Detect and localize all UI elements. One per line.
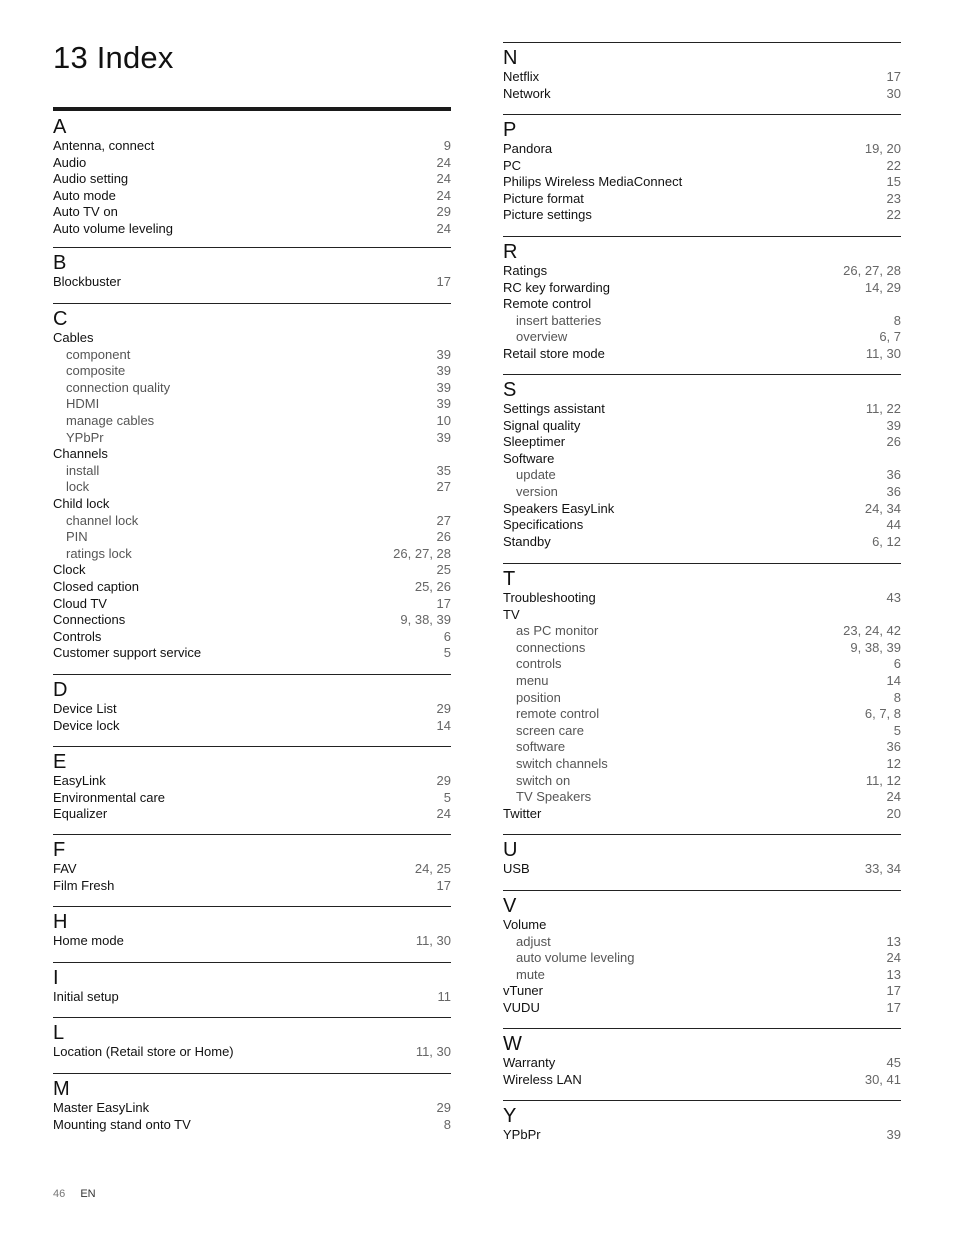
index-entry (53, 806, 451, 823)
entry-term: FAV (53, 861, 77, 876)
index-entry (53, 274, 451, 291)
index-entry (503, 418, 901, 435)
entry-term: Mounting stand onto TV (53, 1116, 191, 1132)
index-entry (503, 1000, 901, 1017)
index-section-f (53, 834, 451, 894)
entry-pages: 11, 12 (865, 772, 901, 788)
entry-term: switch channels (516, 755, 608, 771)
index-entry (53, 496, 451, 513)
index-entry (503, 158, 901, 175)
index-entry (503, 917, 901, 934)
index-entry (503, 983, 901, 1000)
entry-pages: 27 (436, 479, 451, 495)
section-letter: L (53, 1022, 65, 1044)
entry-pages: 8 (893, 689, 901, 705)
index-section-a (53, 112, 451, 238)
index-subentry (53, 546, 451, 563)
entry-term: composite (66, 363, 126, 379)
entry-term: Speakers EasyLink (503, 500, 615, 516)
section-letter: P (503, 119, 517, 141)
entry-pages: 5 (893, 722, 901, 738)
entry-pages: 12 (886, 755, 901, 771)
entry-term: Master EasyLink (53, 1100, 150, 1115)
index-entry (53, 1100, 451, 1117)
entry-pages: 26 (436, 529, 451, 545)
section-letter: B (53, 252, 67, 274)
entry-term: EasyLink (53, 773, 106, 788)
index-entry (503, 191, 901, 208)
index-entry (53, 718, 451, 735)
entry-pages: 17 (886, 983, 901, 999)
index-section-e (53, 746, 451, 823)
entry-term: Signal quality (503, 417, 581, 433)
entry-pages: 17 (436, 877, 451, 893)
index-section-m (53, 1073, 451, 1133)
index-subentry (53, 396, 451, 413)
entry-term: Controls (53, 628, 102, 644)
section-letter: V (503, 895, 517, 917)
entry-term: Antenna, connect (53, 138, 155, 153)
index-subentry (503, 756, 901, 773)
index-entry (53, 446, 451, 463)
entry-pages: 25 (436, 562, 451, 578)
entry-pages: 6 (893, 656, 901, 672)
entry-term: remote control (516, 706, 600, 722)
index-entry (53, 773, 451, 790)
entry-term: Auto mode (53, 187, 116, 203)
entry-pages: 5 (443, 645, 451, 661)
index-entry (503, 280, 901, 297)
index-entry (53, 701, 451, 718)
entry-pages: 39 (436, 429, 451, 445)
index-entry (53, 155, 451, 172)
index-subentry (53, 380, 451, 397)
index-entry (503, 1127, 901, 1144)
entry-pages: 22 (886, 157, 901, 173)
entry-pages: 13 (886, 933, 901, 949)
entry-term: Netflix (503, 69, 540, 84)
index-entry (53, 579, 451, 596)
entry-pages: 10 (436, 412, 451, 428)
language-code: EN (80, 1188, 96, 1200)
entry-pages: 30 (886, 85, 901, 101)
index-subentry (53, 363, 451, 380)
entry-term: switch on (516, 772, 571, 788)
entry-term: Cables (53, 330, 94, 345)
entry-pages: 6, 12 (872, 533, 901, 549)
entry-term: TV Speakers (516, 789, 592, 805)
entry-term: Pandora (503, 141, 553, 156)
index-section-y (503, 1100, 901, 1144)
entry-pages: 13 (886, 966, 901, 982)
entry-term: Cloud TV (53, 595, 107, 611)
section-letter: A (53, 116, 67, 138)
index-subentry (53, 413, 451, 430)
index-entry (503, 806, 901, 823)
index-subentry (503, 656, 901, 673)
index-subentry (53, 479, 451, 496)
index-entry (53, 171, 451, 188)
section-letter: N (503, 47, 518, 69)
entry-pages: 14 (886, 672, 901, 688)
entry-pages: 29 (436, 1100, 451, 1115)
entry-pages: 11, 30 (415, 933, 451, 948)
entry-term: insert batteries (516, 312, 602, 328)
entry-term: Retail store mode (503, 345, 605, 361)
entry-pages: 5 (443, 789, 451, 805)
entry-term: PC (503, 157, 522, 173)
entry-pages: 8 (443, 1116, 451, 1132)
entry-pages: 24 (436, 171, 451, 187)
entry-term: Device lock (53, 717, 120, 733)
entry-term: channel lock (66, 512, 139, 528)
entry-term: YPbPr (66, 429, 104, 445)
entry-term: Film Fresh (53, 877, 115, 893)
entry-pages: 44 (886, 517, 901, 533)
entry-term: Connections (53, 612, 126, 628)
entry-term: Clock (53, 562, 86, 578)
index-entry (53, 645, 451, 662)
section-letter: R (503, 241, 518, 263)
entry-term: Twitter (503, 805, 542, 821)
index-entry (503, 517, 901, 534)
entry-pages: 39 (436, 363, 451, 379)
index-entry (53, 138, 451, 155)
index-entry (503, 434, 901, 451)
entry-term: Device List (53, 701, 117, 716)
index-entry (53, 596, 451, 613)
index-section-u (503, 834, 901, 878)
entry-pages: 24 (436, 220, 451, 236)
index-section-c (53, 303, 451, 662)
entry-pages: 36 (886, 739, 901, 755)
entry-term: Picture format (503, 190, 584, 206)
entry-term: as PC monitor (516, 623, 599, 639)
entry-term: TV (503, 606, 520, 622)
entry-pages: 11, 30 (415, 1044, 451, 1059)
page-number: 46 (53, 1188, 66, 1200)
entry-term: Troubleshooting (503, 590, 596, 605)
entry-term: PIN (66, 529, 88, 545)
index-section-t (503, 563, 901, 822)
section-letter: M (53, 1078, 70, 1100)
entry-pages: 26, 27, 28 (393, 545, 451, 561)
index-subentry (503, 484, 901, 501)
entry-term: Initial setup (53, 989, 119, 1004)
entry-pages: 14 (436, 717, 451, 733)
entry-pages: 6, 7 (879, 329, 901, 345)
index-entry (503, 86, 901, 103)
entry-pages: 14, 29 (864, 279, 901, 295)
entry-pages: 17 (436, 274, 451, 289)
entry-term: Audio setting (53, 171, 129, 187)
index-subentry (503, 623, 901, 640)
index-entry (53, 612, 451, 629)
section-letter: F (53, 839, 66, 861)
entry-pages: 24 (436, 154, 451, 170)
entry-term: lock (66, 479, 90, 495)
entry-pages: 23 (886, 190, 901, 206)
index-entry (53, 221, 451, 238)
entry-term: USB (503, 861, 530, 876)
entry-pages: 23, 24, 42 (843, 623, 901, 639)
entry-pages: 39 (436, 379, 451, 395)
index-entry (503, 1072, 901, 1089)
entry-term: Picture settings (503, 207, 592, 223)
entry-term: Ratings (503, 263, 548, 278)
entry-pages: 39 (886, 1127, 901, 1142)
index-subentry (503, 934, 901, 951)
section-letter: H (53, 911, 68, 933)
entry-term: Closed caption (53, 578, 139, 594)
section-letter: I (53, 967, 59, 989)
entry-pages: 24, 34 (864, 500, 901, 516)
entry-term: Philips Wireless MediaConnect (503, 174, 683, 190)
entry-pages: 24 (436, 806, 451, 822)
entry-pages: 24 (886, 789, 901, 805)
entry-term: Wireless LAN (503, 1071, 582, 1087)
entry-pages: 9, 38, 39 (400, 612, 451, 628)
index-entry (503, 534, 901, 551)
page-footer (53, 1188, 96, 1200)
index-subentry (503, 739, 901, 756)
entry-term: Channels (53, 446, 108, 462)
entry-pages: 11 (437, 989, 451, 1004)
entry-pages: 36 (886, 467, 901, 483)
entry-term: ratings lock (66, 545, 132, 561)
index-section-l (53, 1017, 451, 1061)
index-entry (503, 501, 901, 518)
index-subentry (503, 690, 901, 707)
entry-term: position (516, 689, 561, 705)
entry-term: Home mode (53, 933, 124, 948)
entry-pages: 17 (886, 69, 901, 84)
section-letter: E (53, 751, 67, 773)
index-entry (503, 69, 901, 86)
entry-term: Standby (503, 533, 551, 549)
entry-term: install (66, 462, 100, 478)
entry-pages: 30, 41 (864, 1071, 901, 1087)
index-subentry (53, 529, 451, 546)
entry-term: HDMI (66, 396, 100, 412)
index-subentry (503, 950, 901, 967)
index-entry (53, 1117, 451, 1134)
entry-pages: 25, 26 (414, 578, 451, 594)
entry-term: update (516, 467, 556, 483)
index-subentry (53, 463, 451, 480)
section-letter: T (503, 568, 516, 590)
entry-term: auto volume leveling (516, 950, 635, 966)
index-subentry (503, 467, 901, 484)
entry-pages: 27 (436, 512, 451, 528)
title-rule (53, 107, 451, 111)
index-subentry (503, 673, 901, 690)
section-letter: W (503, 1033, 522, 1055)
index-entry (503, 401, 901, 418)
entry-term: Environmental care (53, 789, 165, 805)
entry-term: Settings assistant (503, 401, 605, 416)
index-entry (503, 451, 901, 468)
entry-term: overview (516, 329, 568, 345)
entry-term: RC key forwarding (503, 279, 610, 295)
entry-term: Audio (53, 154, 87, 170)
index-section-v (503, 890, 901, 1017)
entry-pages: 43 (886, 590, 901, 605)
entry-pages: 11, 30 (865, 345, 901, 361)
index-subentry (503, 789, 901, 806)
index-entry (53, 188, 451, 205)
entry-term: Remote control (503, 296, 592, 312)
index-subentry (503, 723, 901, 740)
section-letter: C (53, 308, 68, 330)
entry-term: software (516, 739, 566, 755)
entry-pages: 11, 22 (865, 401, 901, 416)
index-entry (503, 607, 901, 624)
entry-pages: 15 (886, 174, 901, 190)
entry-pages: 36 (886, 483, 901, 499)
entry-term: Blockbuster (53, 274, 121, 289)
index-subentry (503, 313, 901, 330)
entry-term: connections (516, 639, 586, 655)
index-entry (53, 878, 451, 895)
entry-term: controls (516, 656, 562, 672)
entry-pages: 26 (886, 434, 901, 450)
index-subentry (503, 773, 901, 790)
index-entry (503, 263, 901, 280)
entry-term: Warranty (503, 1055, 556, 1070)
entry-term: Location (Retail store or Home) (53, 1044, 234, 1059)
index-entry (503, 590, 901, 607)
entry-term: Auto TV on (53, 204, 118, 220)
index-entry (503, 296, 901, 313)
entry-term: Network (503, 85, 551, 101)
index-section-d (53, 674, 451, 734)
entry-term: menu (516, 672, 549, 688)
index-subentry (53, 513, 451, 530)
index-section-n (503, 42, 901, 102)
index-section-p (503, 114, 901, 224)
entry-pages: 8 (893, 312, 901, 328)
entry-term: Sleeptimer (503, 434, 566, 450)
entry-pages: 22 (886, 207, 901, 223)
index-subentry (503, 640, 901, 657)
index-entry (503, 1055, 901, 1072)
entry-pages: 17 (436, 595, 451, 611)
entry-pages: 9 (443, 138, 451, 153)
page-title: 13 Index (53, 40, 174, 75)
index-section-r (503, 236, 901, 363)
index-entry (503, 174, 901, 191)
index-subentry (53, 430, 451, 447)
entry-pages: 26, 27, 28 (843, 263, 901, 278)
entry-pages: 29 (436, 204, 451, 220)
index-entry (503, 861, 901, 878)
entry-pages: 39 (436, 396, 451, 412)
index-subentry (503, 967, 901, 984)
entry-term: Volume (503, 917, 547, 932)
entry-pages: 17 (886, 999, 901, 1015)
entry-term: component (66, 346, 131, 362)
entry-pages: 45 (886, 1055, 901, 1070)
index-section-b (53, 247, 451, 291)
entry-term: adjust (516, 933, 551, 949)
section-letter: U (503, 839, 518, 861)
index-entry (53, 629, 451, 646)
section-letter: Y (503, 1105, 517, 1127)
entry-term: Specifications (503, 517, 584, 533)
entry-term: connection quality (66, 379, 171, 395)
index-section-w (503, 1028, 901, 1088)
entry-term: mute (516, 966, 545, 982)
entry-term: vTuner (503, 983, 543, 999)
entry-pages: 24, 25 (414, 861, 451, 876)
index-entry (53, 562, 451, 579)
entry-pages: 39 (436, 346, 451, 362)
index-section-h (53, 906, 451, 950)
entry-pages: 33, 34 (864, 861, 901, 876)
index-entry (503, 141, 901, 158)
index-entry (53, 330, 451, 347)
entry-pages: 24 (886, 950, 901, 966)
entry-term: Auto volume leveling (53, 220, 173, 236)
index-entry (53, 204, 451, 221)
index-entry (53, 861, 451, 878)
index-section-s (503, 374, 901, 550)
entry-pages: 6 (443, 628, 451, 644)
entry-pages: 19, 20 (864, 141, 901, 156)
entry-term: version (516, 483, 558, 499)
index-entry (53, 790, 451, 807)
entry-term: Equalizer (53, 806, 108, 822)
index-subentry (503, 706, 901, 723)
entry-term: screen care (516, 722, 584, 738)
index-entry (503, 346, 901, 363)
entry-term: manage cables (66, 412, 155, 428)
entry-term: VUDU (503, 999, 540, 1015)
entry-pages: 6, 7, 8 (864, 706, 901, 722)
index-entry (53, 933, 451, 950)
entry-pages: 9, 38, 39 (850, 639, 901, 655)
entry-term: YPbPr (503, 1127, 541, 1142)
section-letter: S (503, 379, 517, 401)
entry-term: Child lock (53, 495, 110, 511)
entry-pages: 29 (436, 773, 451, 788)
index-subentry (503, 329, 901, 346)
entry-pages: 20 (886, 805, 901, 821)
entry-pages: 35 (436, 462, 451, 478)
entry-pages: 29 (436, 701, 451, 716)
entry-term: Customer support service (53, 645, 202, 661)
index-subentry (53, 347, 451, 364)
section-letter: D (53, 679, 68, 701)
entry-term: Software (503, 450, 555, 466)
index-section-i (53, 962, 451, 1006)
index-entry (53, 989, 451, 1006)
index-entry (503, 207, 901, 224)
index-entry (53, 1044, 451, 1061)
entry-pages: 39 (886, 417, 901, 433)
entry-pages: 24 (436, 187, 451, 203)
